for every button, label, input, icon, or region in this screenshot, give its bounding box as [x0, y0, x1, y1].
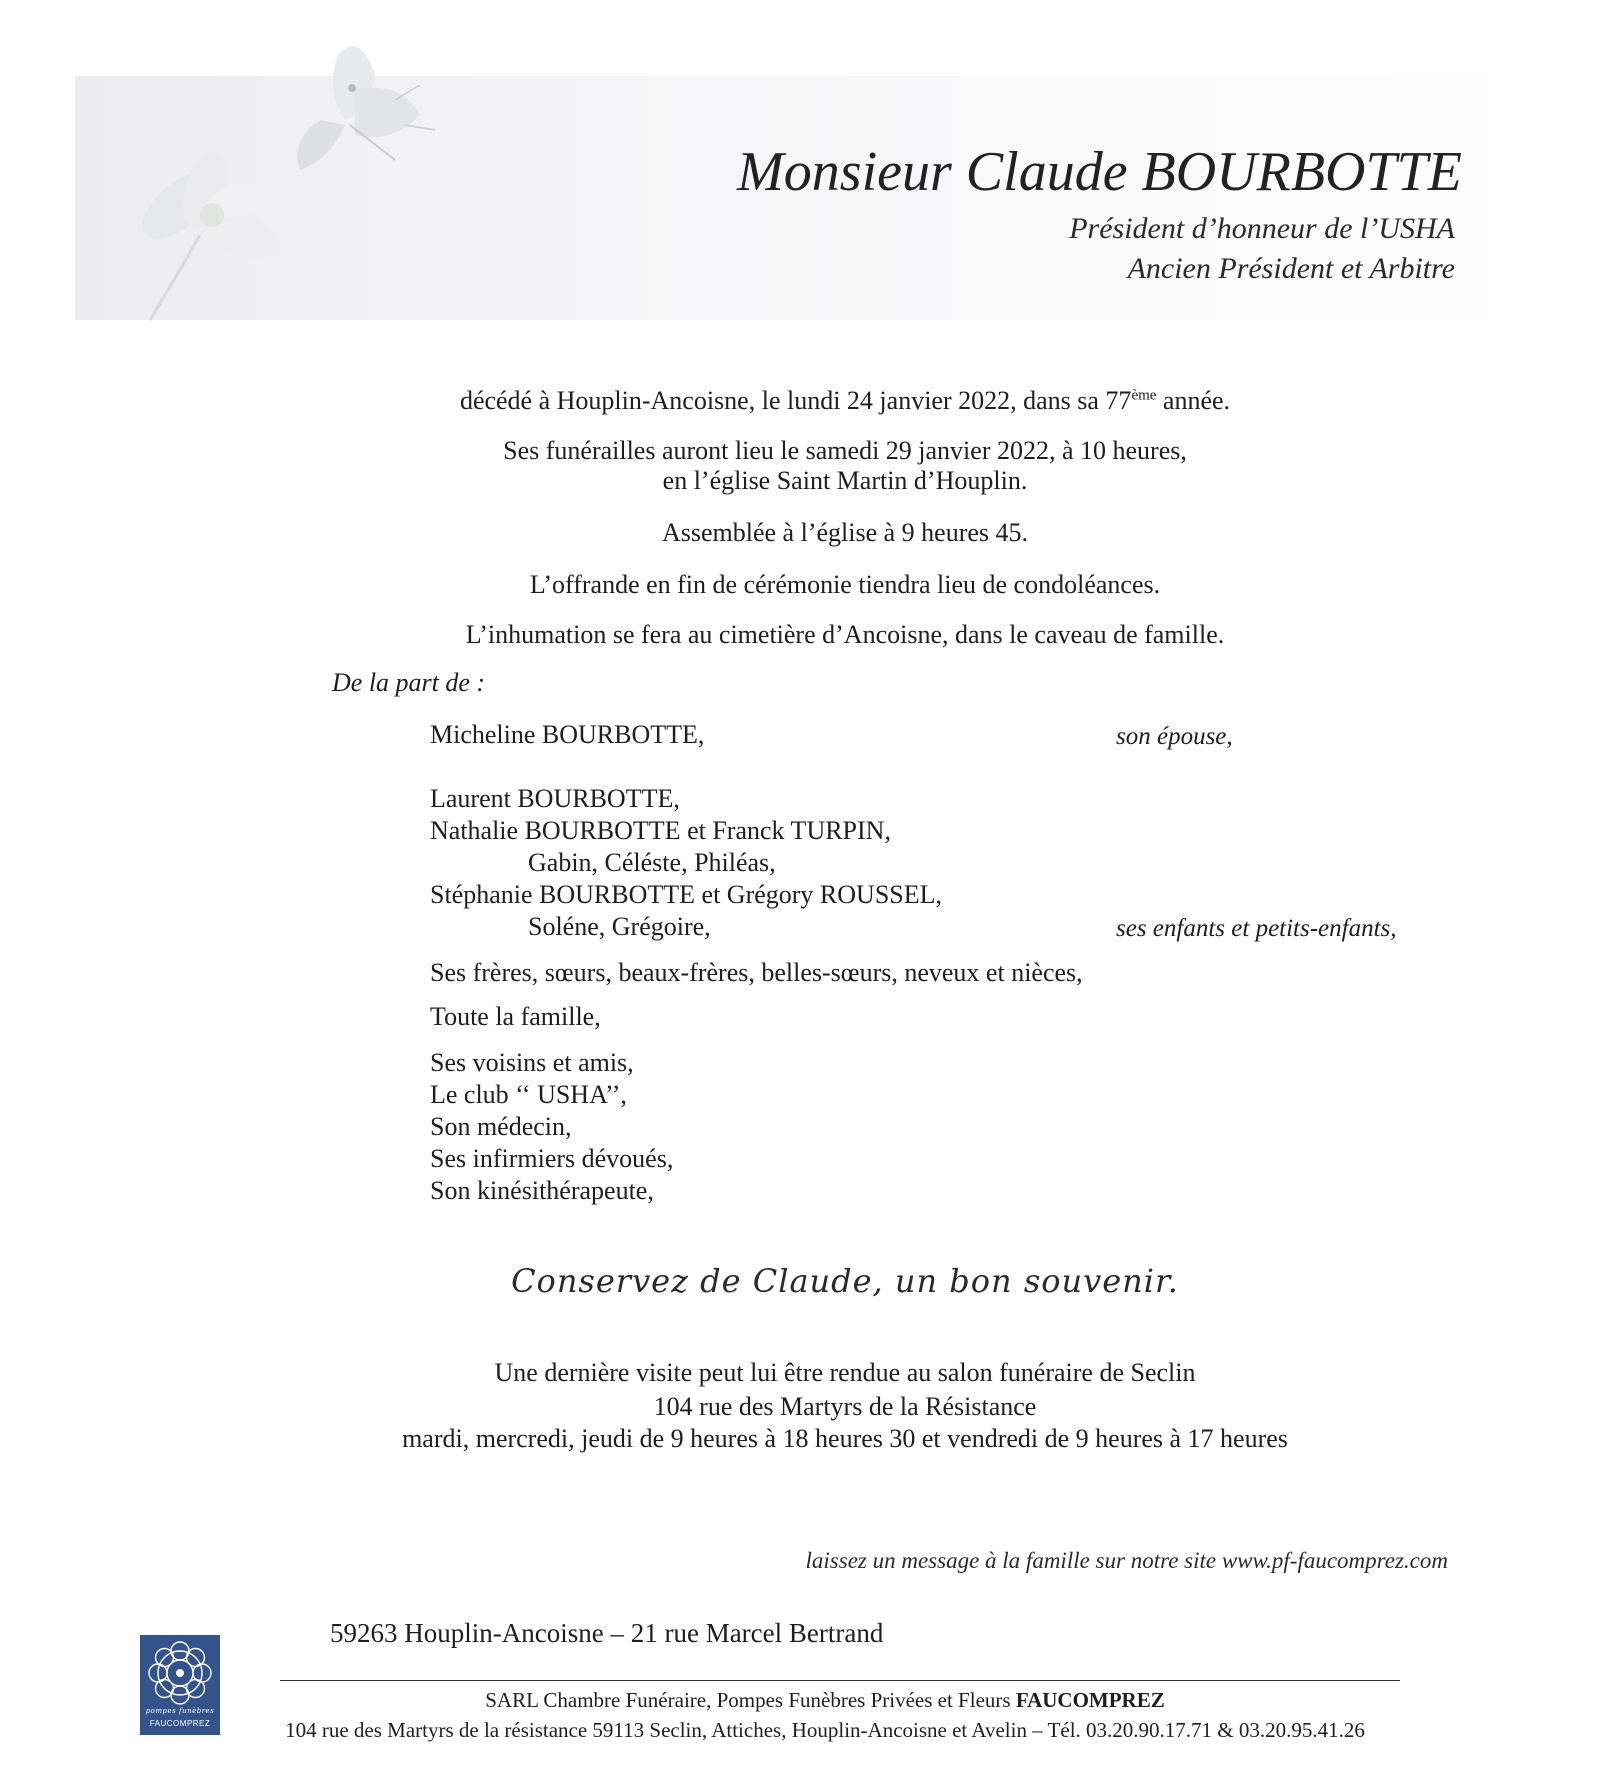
family-line: Toute la famille,	[430, 1002, 601, 1031]
other-line-4: Ses infirmiers dévoués,	[430, 1144, 674, 1173]
children-relation: ses enfants et petits-enfants,	[1116, 915, 1397, 942]
spouse-relation: son épouse,	[1116, 723, 1233, 750]
child-line-3: Stéphanie BOURBOTTE et Grégory ROUSSEL,	[430, 880, 943, 909]
grandchildren-line-1: Gabin, Céléste, Philéas,	[528, 848, 776, 877]
visit-line-1: Une dernière visite peut lui être rendue au salon funéraire de Seclin	[494, 1358, 1196, 1387]
death-line	[0, 386, 1600, 416]
death-line-end: année.	[1156, 386, 1231, 415]
website-message: laissez un message à la famille sur notre site www.pf-faucomprez.com	[805, 1548, 1448, 1573]
assembly-line: Assemblée à l’église à 9 heures 45.	[661, 518, 1029, 547]
funeral-line-1: Ses funérailles auront lieu le samedi 29 janvier 2022, à 10 heures,	[503, 436, 1187, 465]
death-line-text: décédé à Houplin-Ancoisne, le lundi 24 janvier 2022, dans sa 77	[459, 386, 1132, 415]
other-line-3: Son médecin,	[430, 1112, 572, 1141]
other-line-5: Son kinésithérapeute,	[430, 1176, 654, 1205]
from-label: De la part de :	[332, 668, 486, 697]
footer-address-line: 104 rue des Martyrs de la résistance 59113 Seclin, Attiches, Houplin-Ancoisne et Avelin – Tél. 03.20.90.17.71 & 03.20.95.41.26	[285, 1718, 1365, 1742]
child-line-2: Nathalie BOURBOTTE et Franck TURPIN,	[430, 816, 891, 845]
offering-line: L’offrande en fin de cérémonie tiendra lieu de condoléances.	[529, 570, 1161, 599]
deceased-name: Monsieur Claude BOURBOTTE	[737, 141, 1462, 203]
burial-line: L’inhumation se fera au cimetière d’Ancoisne, dans le caveau de famille.	[465, 620, 1225, 649]
funeral-line-2: en l’église Saint Martin d’Houplin.	[662, 466, 1028, 495]
logo-tagline: pompes funèbres	[145, 1707, 215, 1715]
visit-line-3: mardi, mercredi, jeudi de 9 heures à 18 heures 30 et vendredi de 9 heures à 17 heures	[402, 1424, 1288, 1453]
other-line-2: Le club ‘‘ USHA’’,	[430, 1080, 627, 1109]
role-former-president: Ancien Président et Arbitre	[1127, 252, 1455, 285]
footer-divider	[280, 1680, 1400, 1681]
grandchildren-line-2: Soléne, Grégoire,	[528, 912, 711, 941]
footer-company-line	[0, 1688, 1600, 1713]
spouse-name: Micheline BOURBOTTE,	[430, 720, 705, 749]
flower-butterfly-illustration	[120, 20, 440, 330]
visit-line-2: 104 rue des Martyrs de la Résistance	[653, 1392, 1037, 1421]
footer-brand: FAUCOMPREZ	[1015, 1688, 1165, 1712]
family-address: 59263 Houplin-Ancoisne – 21 rue Marcel Bertrand	[330, 1618, 884, 1648]
logo-brand: FAUCOMPREZ	[149, 1719, 211, 1728]
role-honorary-president: Président d’honneur de l’USHA	[1069, 212, 1455, 245]
other-line-1: Ses voisins et amis,	[430, 1048, 634, 1077]
memory-phrase: Conservez de Claude, un bon souvenir.	[511, 1262, 1179, 1300]
child-line-1: Laurent BOURBOTTE,	[430, 784, 680, 813]
footer-company-text: SARL Chambre Funéraire, Pompes Funèbres Privées et Fleurs	[485, 1688, 1016, 1712]
siblings-line: Ses frères, sœurs, beaux-frères, belles-sœurs, neveux et nièces,	[430, 958, 1083, 987]
death-line-superscript: ème	[1131, 387, 1157, 404]
